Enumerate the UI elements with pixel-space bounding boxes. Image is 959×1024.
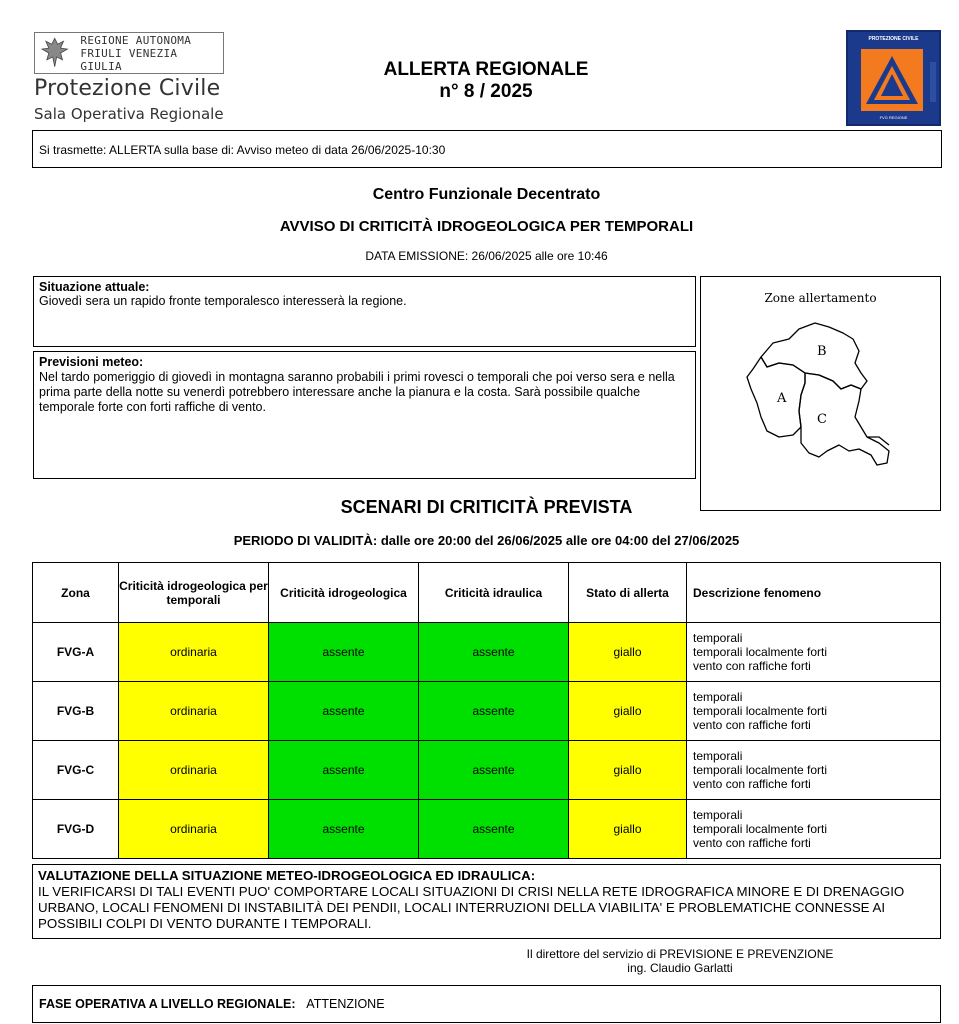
zone-cell: FVG-B xyxy=(33,682,119,741)
operational-phase-label: FASE OPERATIVA A LIVELLO REGIONALE: xyxy=(39,997,296,1011)
signature-block xyxy=(420,947,940,975)
description-line: temporali localmente forti xyxy=(693,704,828,718)
evaluation-box xyxy=(32,864,941,939)
civil-protection-logo-top-text: PROTEZIONE CIVILE xyxy=(868,36,919,42)
zone-label-c: C xyxy=(817,412,827,427)
description-line: temporali xyxy=(693,631,743,645)
validity-period: PERIODO DI VALIDITÀ: dalle ore 20:00 del 26/06/2025 alle ore 04:00 del 27/06/2025 xyxy=(233,533,740,548)
description-cell xyxy=(687,682,941,741)
zone-cell: FVG-A xyxy=(33,623,119,682)
hydrogeological-criticality-cell: assente xyxy=(269,800,419,859)
signature-name: ing. Claudio Garlatti xyxy=(627,961,733,975)
region-map xyxy=(701,277,940,510)
storm-criticality-cell: ordinaria xyxy=(119,623,269,682)
notice-title: AVVISO DI CRITICITÀ IDROGEOLOGICA PER TEMPORALI xyxy=(279,218,694,235)
zone-cell: FVG-D xyxy=(33,800,119,859)
hydraulic-criticality-cell: assente xyxy=(419,800,569,859)
signature-role: Il direttore del servizio di PREVISIONE E PREVENZIONE xyxy=(526,947,834,961)
storm-criticality-cell: ordinaria xyxy=(119,682,269,741)
current-situation-box xyxy=(33,276,696,347)
evaluation-text: IL VERIFICARSI DI TALI EVENTI PUO' COMPORTARE LOCALI SITUAZIONI DI CRISI NELLA RETE IDROGRAFICA MINORE E DI DRENAGGIO URBANO, LOCALI FENOMENI DI INSTABILITÀ DEI PENDII, LOCALI INTERRUZIONI DELLA VIABILITA' E PROBLEMATICHE CONNESSE AI POSSIBILI COLPI DI VENTO DURANTE I TEMPORALI. xyxy=(38,884,905,931)
description-line: temporali localmente forti xyxy=(693,822,828,836)
current-situation-heading: Situazione attuale: xyxy=(39,280,150,294)
alert-state-cell: giallo xyxy=(569,682,687,741)
zones-map-title: Zone allertamento xyxy=(764,291,877,305)
table-row xyxy=(33,682,941,741)
description-line: vento con raffiche forti xyxy=(693,659,811,673)
description-line: vento con raffiche forti xyxy=(693,836,811,850)
description-cell xyxy=(687,623,941,682)
alert-state-cell: giallo xyxy=(569,741,687,800)
operational-phase-value: ATTENZIONE xyxy=(306,997,385,1011)
civil-protection-logo xyxy=(846,30,941,126)
logo-side-bar xyxy=(930,62,936,102)
description-line: temporali localmente forti xyxy=(693,645,828,659)
org-subname: Sala Operativa Regionale xyxy=(34,105,224,123)
hydraulic-criticality-cell: assente xyxy=(419,741,569,800)
description-cell xyxy=(687,800,941,859)
description-line: vento con raffiche forti xyxy=(693,718,811,732)
current-situation-text: Giovedì sera un rapido fronte temporalesco interesserà la regione. xyxy=(39,294,407,308)
zone-label-a: A xyxy=(777,391,787,406)
col-header-storm-criticality: Criticità idrogeologica per temporali xyxy=(119,563,269,623)
alert-number: n° 8 / 2025 xyxy=(439,81,533,102)
hydrogeological-criticality-cell: assente xyxy=(269,682,419,741)
col-header-description: Descrizione fenomeno xyxy=(687,563,941,623)
zones-map-box xyxy=(700,276,941,511)
forecast-text: Nel tardo pomeriggio di giovedì in montagna saranno probabili i primi rovesci o temporali che poi verso sera e nella prima parte della notte su venerdì potrebbero interessare anche la pianura e la costa. Sarà possibile qualche temporale forte con forti raffiche di vento. xyxy=(39,370,675,414)
alert-title-line1: ALLERTA REGIONALE xyxy=(383,59,589,80)
centre-name: Centro Funzionale Decentrato xyxy=(372,186,601,203)
hydrogeological-criticality-cell: assente xyxy=(269,741,419,800)
alert-state-cell: giallo xyxy=(569,623,687,682)
region-name-line2: FRIULI VENEZIA GIULIA xyxy=(80,46,178,73)
forecast-heading: Previsioni meteo: xyxy=(39,355,144,369)
transmission-info: Si trasmette: ALLERTA sulla base di: Avviso meteo di data 26/06/2025-10:30 xyxy=(32,130,942,168)
scenarios-title: SCENARI DI CRITICITÀ PREVISTA xyxy=(340,497,633,517)
table-row xyxy=(33,800,941,859)
civil-protection-logo-bottom-text: FVG REGIONE xyxy=(879,115,908,120)
description-line: temporali xyxy=(693,749,743,763)
description-cell xyxy=(687,741,941,800)
col-header-zone: Zona xyxy=(33,563,119,623)
table-header-row xyxy=(33,563,941,623)
description-line: vento con raffiche forti xyxy=(693,777,811,791)
description-line: temporali localmente forti xyxy=(693,763,828,777)
storm-criticality-cell: ordinaria xyxy=(119,741,269,800)
region-logo xyxy=(34,32,224,74)
storm-criticality-cell: ordinaria xyxy=(119,800,269,859)
evaluation-heading: VALUTAZIONE DELLA SITUAZIONE METEO-IDROGEOLOGICA ED IDRAULICA: xyxy=(38,868,536,883)
operational-phase-box xyxy=(32,985,941,1023)
civil-protection-emblem-icon xyxy=(848,32,939,124)
criticality-table xyxy=(32,562,941,859)
alert-title xyxy=(300,59,672,103)
eagle-icon xyxy=(39,35,70,71)
org-logo xyxy=(34,32,226,127)
alert-state-cell: giallo xyxy=(569,800,687,859)
col-header-alert-state: Stato di allerta xyxy=(569,563,687,623)
table-row xyxy=(33,623,941,682)
zone-cell: FVG-C xyxy=(33,741,119,800)
col-header-hydrogeological-criticality: Criticità idrogeologica xyxy=(269,563,419,623)
issue-date: DATA EMISSIONE: 26/06/2025 alle ore 10:46 xyxy=(365,249,608,263)
region-name-line1: REGIONE AUTONOMA xyxy=(80,33,192,47)
hydraulic-criticality-cell: assente xyxy=(419,623,569,682)
col-header-hydraulic-criticality: Criticità idraulica xyxy=(419,563,569,623)
hydrogeological-criticality-cell: assente xyxy=(269,623,419,682)
description-line: temporali xyxy=(693,808,743,822)
forecast-box xyxy=(33,351,696,479)
description-line: temporali xyxy=(693,690,743,704)
hydraulic-criticality-cell: assente xyxy=(419,682,569,741)
zone-label-b: B xyxy=(817,344,827,359)
table-row xyxy=(33,741,941,800)
org-name: Protezione Civile xyxy=(34,76,221,101)
